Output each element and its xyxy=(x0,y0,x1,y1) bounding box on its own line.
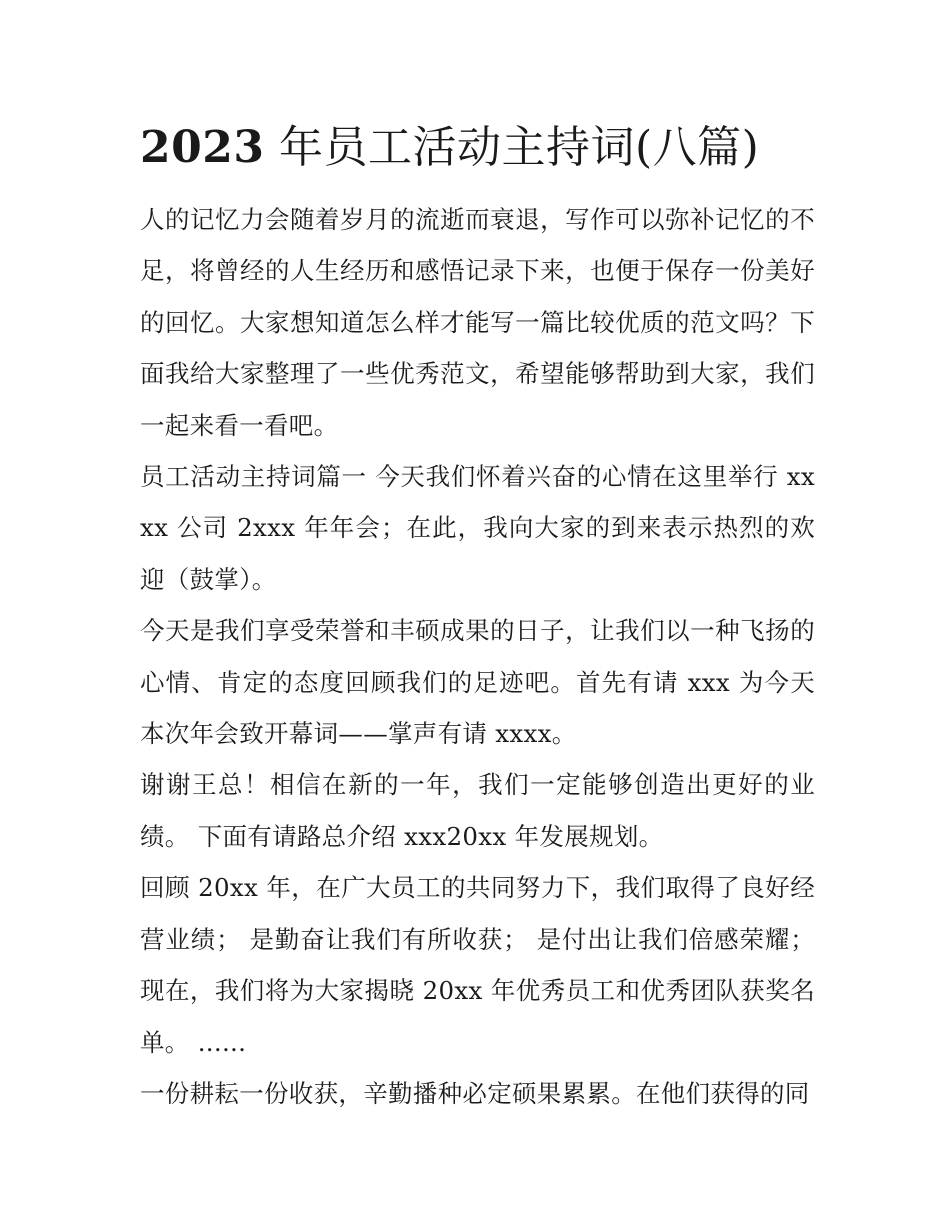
document-body xyxy=(140,194,815,1119)
document-title xyxy=(140,112,815,184)
document-content xyxy=(140,112,815,1119)
paragraph-intro: 人的记忆力会随着岁月的流逝而衰退，写作可以弥补记忆的不足，将曾经的人生经历和感悟记录下来，也便于保存一份美好的回忆。大家想知道怎么样才能写一篇比较优质的范文吗？下面我给大家整理了一些优秀范文，希望能够帮助到大家，我们一起来看一看吧。 xyxy=(140,205,815,440)
paragraph-honor: 今天是我们享受荣誉和丰硕成果的日子，让我们以一种飞扬的心情、肯定的态度回顾我们的足迹吧。首先有请 xxx 为今天本次年会致开幕词——掌声有请 xxxx。 xyxy=(140,616,815,749)
title-text: 年员工活动主持词(八篇) xyxy=(264,122,760,173)
paragraph-review: 回顾 20xx 年，在广大员工的共同努力下，我们取得了良好经营业绩； 是勤奋让我们有所收获； 是付出让我们倍感荣耀；现在，我们将为大家揭晓 20xx 年优秀员工和优秀团队获奖名单。 ...... xyxy=(140,873,815,1057)
title-year: 2023 xyxy=(140,122,265,173)
paragraph-harvest: 一份耕耘一份收获，辛勤播种必定硕果累累。在他们获得的同 xyxy=(140,1078,810,1108)
paragraph-opening: 员工活动主持词篇一 今天我们怀着兴奋的心情在这里举行 xxxx 公司 2xxx 年年会；在此，我向大家的到来表示热烈的欢迎（鼓掌）。 xyxy=(140,462,815,594)
paragraph-thanks: 谢谢王总！相信在新的一年，我们一定能够创造出更好的业绩。 下面有请路总介绍 xxx20xx 年发展规划。 xyxy=(140,770,815,851)
